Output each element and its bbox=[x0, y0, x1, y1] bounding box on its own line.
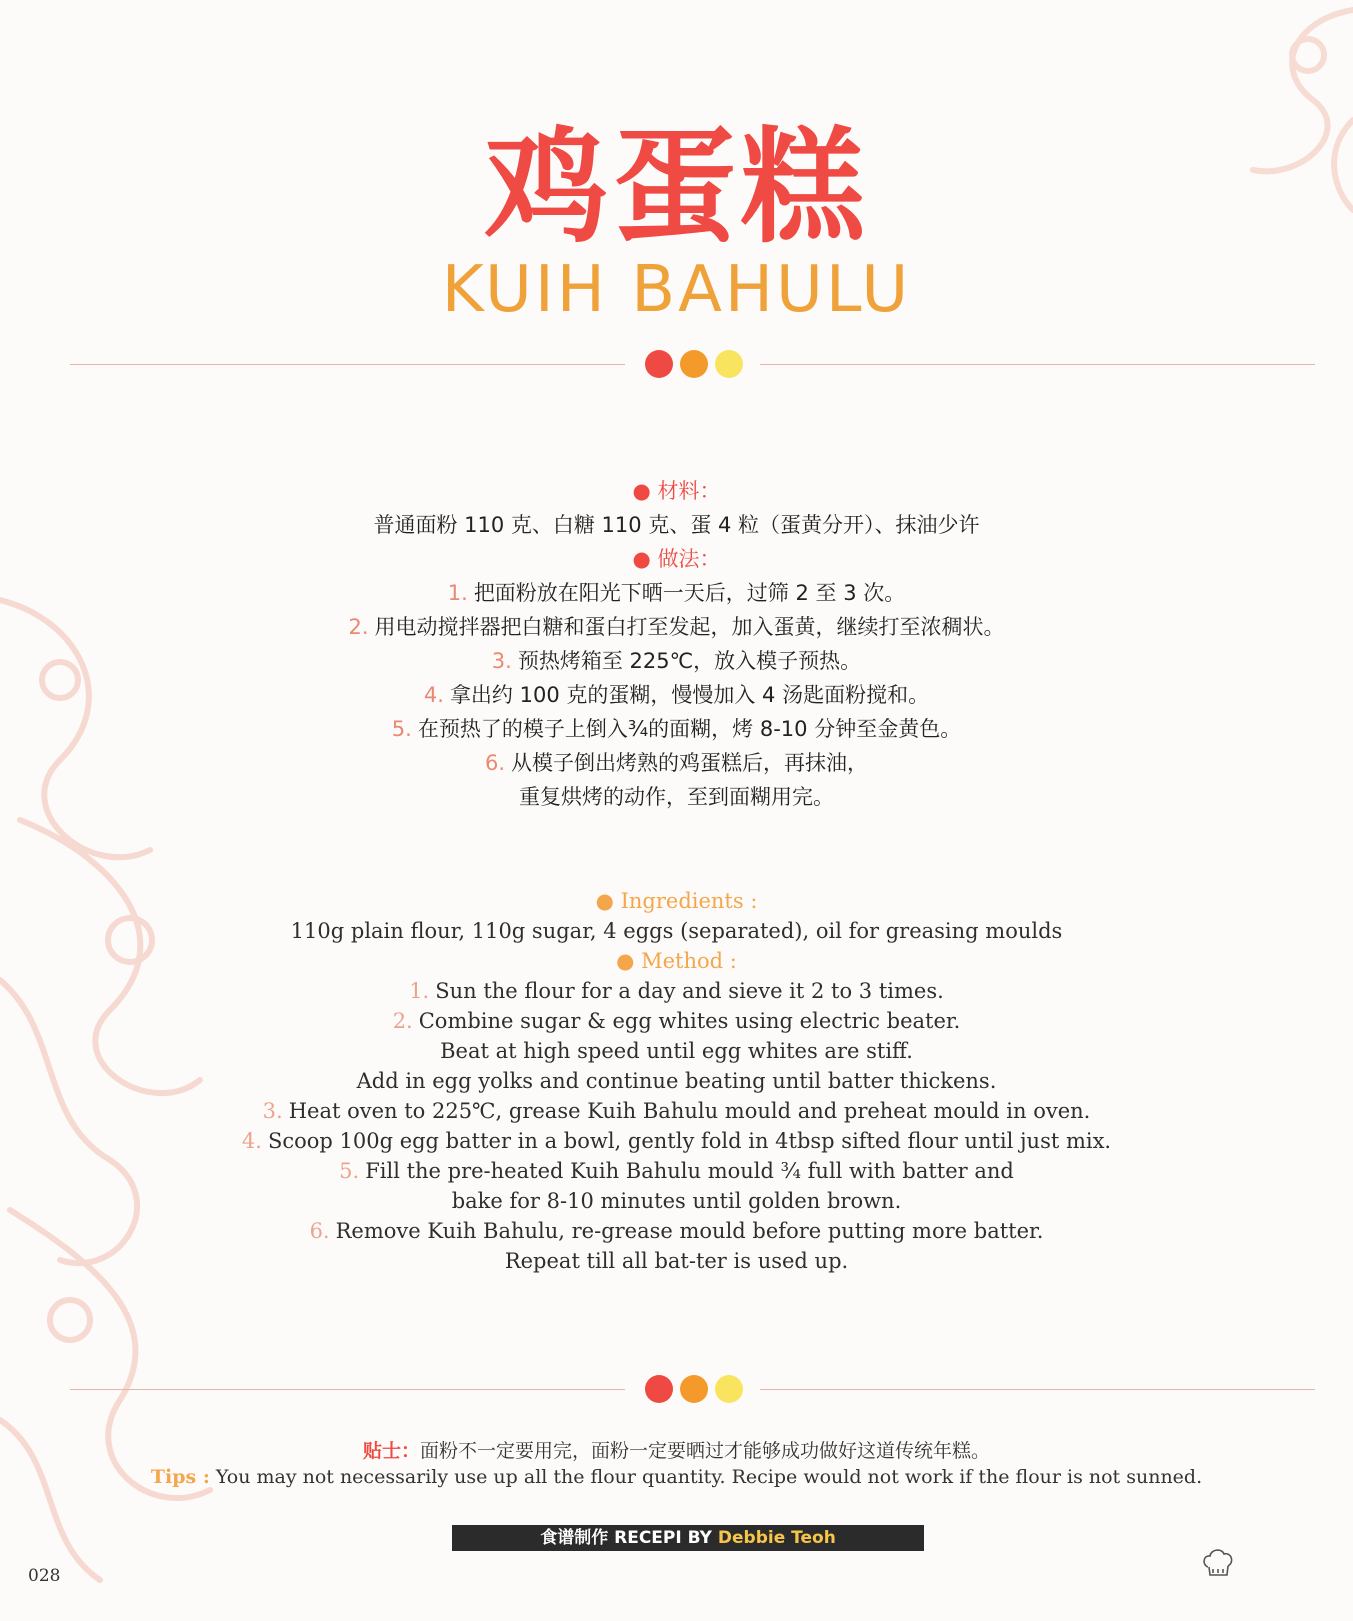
tips-label-cn: 贴士： bbox=[362, 1440, 420, 1462]
orange-dot bbox=[680, 1375, 708, 1403]
step-text: Scoop 100g egg batter in a bowl, gently fold in 4tbsp sifted flour until just mix. bbox=[267, 1129, 1112, 1153]
step-number: 4. bbox=[423, 683, 444, 707]
step-text: Heat oven to 225℃, grease Kuih Bahulu mould and preheat mould in oven. bbox=[288, 1099, 1091, 1123]
step-text: 从模子倒出烤熟的鸡蛋糕后，再抹油， bbox=[511, 751, 869, 775]
yellow-dot bbox=[715, 1375, 743, 1403]
yellow-dot bbox=[715, 350, 743, 378]
tips-text-en: You may not necessarily use up all the flour quantity. Recipe would not work if the flour is not sunned. bbox=[215, 1466, 1203, 1488]
recipe-credit-banner bbox=[452, 1525, 924, 1551]
tips-chinese bbox=[0, 1437, 1353, 1465]
method-step-en-continued: Beat at high speed until egg whites are stiff. bbox=[440, 1039, 913, 1063]
credit-label: 食谱制作 RECEPI BY bbox=[540, 1528, 712, 1548]
method-step-cn bbox=[0, 610, 1353, 644]
method-heading-cn: ● 做法： bbox=[632, 547, 721, 571]
method-step-en bbox=[0, 1126, 1353, 1156]
step-text: 用电动搅拌器把白糖和蛋白打至发起，加入蛋黄，继续打至浓稠状。 bbox=[374, 615, 1005, 639]
step-text: 把面粉放在阳光下晒一天后，过筛 2 至 3 次。 bbox=[473, 581, 906, 605]
step-text: 拿出约 100 克的蛋糊，慢慢加入 4 汤匙面粉搅和。 bbox=[449, 683, 930, 707]
chef-hat-icon bbox=[1200, 1545, 1236, 1581]
divider-dots bbox=[645, 1375, 745, 1405]
divider-top bbox=[70, 345, 1315, 385]
ingredients-text-cn: 普通面粉 110 克、白糖 110 克、蛋 4 粒（蛋黄分开）、抹油少许 bbox=[373, 513, 980, 537]
method-step-cn bbox=[0, 712, 1353, 746]
method-step-en bbox=[0, 1096, 1353, 1126]
ingredients-text-en: 110g plain flour, 110g sugar, 4 eggs (separated), oil for greasing moulds bbox=[290, 919, 1063, 943]
method-step-cn-continued: 重复烘烤的动作，至到面糊用完。 bbox=[519, 785, 834, 809]
english-recipe-section bbox=[0, 886, 1353, 1276]
step-number: 5. bbox=[391, 717, 412, 741]
step-text: 预热烤箱至 225℃，放入模子预热。 bbox=[517, 649, 862, 673]
page-number: 028 bbox=[28, 1566, 61, 1586]
divider-line bbox=[760, 364, 1315, 365]
divider-dots bbox=[645, 350, 745, 380]
method-step-en bbox=[0, 1006, 1353, 1036]
title-english: KUIH BAHULU bbox=[441, 253, 912, 327]
title-chinese: 鸡蛋糕 bbox=[484, 116, 869, 260]
orange-dot bbox=[680, 350, 708, 378]
tips-label-en: Tips : bbox=[150, 1466, 210, 1488]
step-number: 1. bbox=[447, 581, 468, 605]
method-step-en bbox=[0, 1156, 1353, 1186]
red-dot bbox=[645, 350, 673, 378]
method-step-en-continued: Add in egg yolks and continue beating until batter thickens. bbox=[356, 1069, 997, 1093]
step-number: 6. bbox=[309, 1219, 330, 1243]
step-number: 6. bbox=[484, 751, 506, 775]
ingredients-heading-en: ● Ingredients : bbox=[595, 889, 758, 913]
step-number: 1. bbox=[409, 979, 430, 1003]
step-number: 4. bbox=[241, 1129, 262, 1153]
step-text: Combine sugar & egg whites using electric beater. bbox=[418, 1009, 961, 1033]
method-step-en bbox=[0, 1216, 1353, 1246]
step-number: 3. bbox=[491, 649, 512, 673]
method-step-cn bbox=[0, 576, 1353, 610]
divider-line bbox=[70, 1389, 625, 1390]
step-number: 2. bbox=[348, 615, 369, 639]
step-number: 3. bbox=[262, 1099, 283, 1123]
divider-bottom bbox=[70, 1370, 1315, 1410]
method-step-en-continued: Repeat till all bat-ter is used up. bbox=[504, 1249, 849, 1273]
step-text: Fill the pre-heated Kuih Bahulu mould ¾ full with batter and bbox=[365, 1159, 1014, 1183]
chinese-recipe-section bbox=[0, 474, 1353, 814]
step-text: Remove Kuih Bahulu, re-grease mould before putting more batter. bbox=[335, 1219, 1044, 1243]
method-step-en-continued: bake for 8-10 minutes until golden brown. bbox=[451, 1189, 902, 1213]
method-step-en bbox=[0, 976, 1353, 1006]
step-text: 在预热了的模子上倒入¾的面糊，烤 8-10 分钟至金黄色。 bbox=[417, 717, 962, 741]
method-step-cn bbox=[0, 644, 1353, 678]
tips-text-cn: 面粉不一定要用完，面粉一定要晒过才能够成功做好这道传统年糕。 bbox=[420, 1440, 991, 1462]
credit-name: Debbie Teoh bbox=[717, 1528, 836, 1548]
tips-english bbox=[0, 1463, 1353, 1491]
method-heading-en: ● Method : bbox=[616, 949, 737, 973]
red-dot bbox=[645, 1375, 673, 1403]
method-step-cn bbox=[0, 678, 1353, 712]
step-number: 2. bbox=[392, 1009, 413, 1033]
divider-line bbox=[760, 1389, 1315, 1390]
step-text: Sun the flour for a day and sieve it 2 to 3 times. bbox=[435, 979, 944, 1003]
ingredients-heading-cn: ● 材料： bbox=[632, 479, 721, 503]
method-step-cn bbox=[0, 746, 1353, 780]
step-number: 5. bbox=[339, 1159, 360, 1183]
divider-line bbox=[70, 364, 625, 365]
